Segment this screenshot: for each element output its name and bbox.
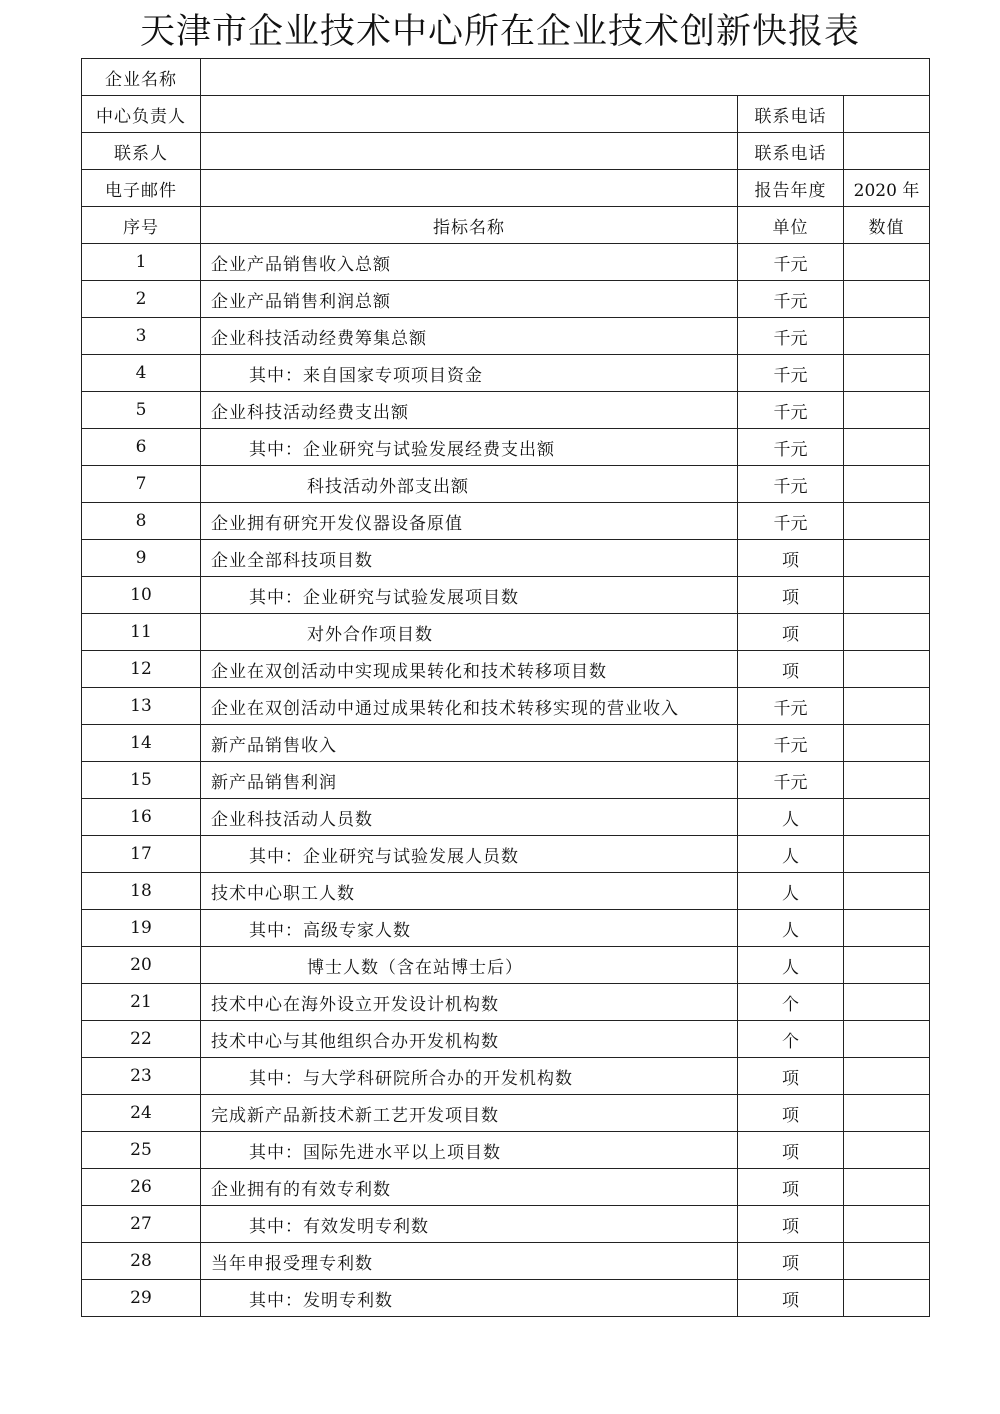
indicator-name: 博士人数（含在站博士后） <box>201 947 738 984</box>
column-header-unit: 单位 <box>738 207 844 244</box>
indicator-name: 其中：来自国家专项项目资金 <box>201 355 738 392</box>
table-row <box>82 799 930 836</box>
indicator-name: 其中：企业研究与试验发展人员数 <box>201 836 738 873</box>
indicator-name: 企业科技活动经费支出额 <box>201 392 738 429</box>
table-row <box>82 1169 930 1206</box>
phone-field-2[interactable] <box>844 133 930 170</box>
indicator-value-field[interactable] <box>844 873 930 910</box>
indicator-unit: 千元 <box>738 725 844 762</box>
column-header-row <box>82 207 930 244</box>
table-row <box>82 873 930 910</box>
report-form-table <box>81 58 930 1317</box>
indicator-name: 企业在双创活动中通过成果转化和技术转移实现的营业收入 <box>201 688 738 725</box>
table-row <box>82 1132 930 1169</box>
indicator-value-field[interactable] <box>844 1169 930 1206</box>
indicator-unit: 项 <box>738 577 844 614</box>
row-number: 3 <box>82 318 201 355</box>
row-number: 21 <box>82 984 201 1021</box>
row-number: 8 <box>82 503 201 540</box>
row-number: 5 <box>82 392 201 429</box>
table-row <box>82 1058 930 1095</box>
row-number: 13 <box>82 688 201 725</box>
indicator-unit: 项 <box>738 1132 844 1169</box>
email-field[interactable] <box>201 170 738 207</box>
indicator-unit: 项 <box>738 1095 844 1132</box>
table-row <box>82 1206 930 1243</box>
indicator-name: 其中：国际先进水平以上项目数 <box>201 1132 738 1169</box>
indicator-unit: 项 <box>738 540 844 577</box>
row-number: 2 <box>82 281 201 318</box>
column-header-seq: 序号 <box>82 207 201 244</box>
indicator-unit: 项 <box>738 1169 844 1206</box>
company-name-field[interactable] <box>201 59 930 96</box>
indicator-unit: 人 <box>738 910 844 947</box>
table-row <box>82 503 930 540</box>
contact-row <box>82 133 930 170</box>
indicator-unit: 人 <box>738 873 844 910</box>
indicator-unit: 千元 <box>738 688 844 725</box>
row-number: 26 <box>82 1169 201 1206</box>
indicator-value-field[interactable] <box>844 1095 930 1132</box>
center-head-field[interactable] <box>201 96 738 133</box>
page-title: 天津市企业技术中心所在企业技术创新快报表 <box>139 12 860 52</box>
indicator-unit: 千元 <box>738 355 844 392</box>
table-row <box>82 1021 930 1058</box>
table-row <box>82 984 930 1021</box>
indicator-name: 企业产品销售收入总额 <box>201 244 738 281</box>
indicator-value-field[interactable] <box>844 1058 930 1095</box>
table-row <box>82 429 930 466</box>
row-number: 12 <box>82 651 201 688</box>
indicator-value-field[interactable] <box>844 910 930 947</box>
indicator-unit: 千元 <box>738 762 844 799</box>
indicator-name: 技术中心职工人数 <box>201 873 738 910</box>
indicator-value-field[interactable] <box>844 725 930 762</box>
report-year-value[interactable]: 2020 年 <box>844 170 930 207</box>
row-number: 16 <box>82 799 201 836</box>
row-number: 18 <box>82 873 201 910</box>
email-label: 电子邮件 <box>82 170 201 207</box>
indicator-value-field[interactable] <box>844 947 930 984</box>
indicator-value-field[interactable] <box>844 540 930 577</box>
indicator-value-field[interactable] <box>844 429 930 466</box>
indicator-value-field[interactable] <box>844 651 930 688</box>
phone-field-1[interactable] <box>844 96 930 133</box>
table-row <box>82 614 930 651</box>
indicator-unit: 项 <box>738 1243 844 1280</box>
indicator-name: 企业科技活动经费筹集总额 <box>201 318 738 355</box>
indicator-name: 企业科技活动人员数 <box>201 799 738 836</box>
phone-label-1: 联系电话 <box>738 96 844 133</box>
table-row <box>82 725 930 762</box>
indicator-name: 其中：有效发明专利数 <box>201 1206 738 1243</box>
company-name-row <box>82 59 930 96</box>
indicator-name: 技术中心在海外设立开发设计机构数 <box>201 984 738 1021</box>
table-row <box>82 947 930 984</box>
table-row <box>82 355 930 392</box>
indicator-name: 其中：企业研究与试验发展经费支出额 <box>201 429 738 466</box>
indicator-unit: 千元 <box>738 281 844 318</box>
indicator-value-field[interactable] <box>844 1243 930 1280</box>
indicator-unit: 千元 <box>738 244 844 281</box>
indicator-name: 新产品销售收入 <box>201 725 738 762</box>
indicator-unit: 千元 <box>738 503 844 540</box>
indicator-value-field[interactable] <box>844 392 930 429</box>
indicator-name: 企业全部科技项目数 <box>201 540 738 577</box>
indicator-unit: 项 <box>738 1206 844 1243</box>
indicator-value-field[interactable] <box>844 1132 930 1169</box>
indicator-name: 新产品销售利润 <box>201 762 738 799</box>
indicator-name: 企业在双创活动中实现成果转化和技术转移项目数 <box>201 651 738 688</box>
table-row <box>82 540 930 577</box>
indicator-name: 对外合作项目数 <box>201 614 738 651</box>
table-row <box>82 1095 930 1132</box>
contact-label: 联系人 <box>82 133 201 170</box>
indicator-value-field[interactable] <box>844 762 930 799</box>
email-row <box>82 170 930 207</box>
indicator-unit: 千元 <box>738 318 844 355</box>
table-row <box>82 1243 930 1280</box>
contact-field[interactable] <box>201 133 738 170</box>
table-row <box>82 762 930 799</box>
indicator-unit: 人 <box>738 947 844 984</box>
indicator-value-field[interactable] <box>844 244 930 281</box>
indicator-value-field[interactable] <box>844 984 930 1021</box>
table-row <box>82 577 930 614</box>
row-number: 20 <box>82 947 201 984</box>
row-number: 17 <box>82 836 201 873</box>
indicator-value-field[interactable] <box>844 281 930 318</box>
row-number: 10 <box>82 577 201 614</box>
indicator-value-field[interactable] <box>844 688 930 725</box>
table-row <box>82 466 930 503</box>
company-name-label: 企业名称 <box>82 59 201 96</box>
indicator-unit: 人 <box>738 799 844 836</box>
indicator-name: 科技活动外部支出额 <box>201 466 738 503</box>
row-number: 7 <box>82 466 201 503</box>
row-number: 25 <box>82 1132 201 1169</box>
indicator-name: 其中：发明专利数 <box>201 1280 738 1317</box>
table-row <box>82 244 930 281</box>
indicator-unit: 千元 <box>738 429 844 466</box>
row-number: 9 <box>82 540 201 577</box>
table-row <box>82 392 930 429</box>
indicator-value-field[interactable] <box>844 503 930 540</box>
table-row <box>82 281 930 318</box>
indicator-unit: 个 <box>738 1021 844 1058</box>
row-number: 23 <box>82 1058 201 1095</box>
row-number: 22 <box>82 1021 201 1058</box>
row-number: 27 <box>82 1206 201 1243</box>
phone-label-2: 联系电话 <box>738 133 844 170</box>
table-row <box>82 836 930 873</box>
row-number: 28 <box>82 1243 201 1280</box>
indicator-name: 企业拥有研究开发仪器设备原值 <box>201 503 738 540</box>
row-number: 19 <box>82 910 201 947</box>
indicator-unit: 项 <box>738 1058 844 1095</box>
indicator-name: 其中：企业研究与试验发展项目数 <box>201 577 738 614</box>
column-header-value: 数值 <box>844 207 930 244</box>
center-head-row <box>82 96 930 133</box>
row-number: 24 <box>82 1095 201 1132</box>
table-row <box>82 318 930 355</box>
indicator-value-field[interactable] <box>844 318 930 355</box>
indicator-name: 企业拥有的有效专利数 <box>201 1169 738 1206</box>
indicator-unit: 千元 <box>738 392 844 429</box>
table-row <box>82 651 930 688</box>
indicator-name: 其中：高级专家人数 <box>201 910 738 947</box>
row-number: 15 <box>82 762 201 799</box>
indicator-value-field[interactable] <box>844 1280 930 1317</box>
indicator-value-field[interactable] <box>844 614 930 651</box>
row-number: 1 <box>82 244 201 281</box>
column-header-indicator: 指标名称 <box>201 207 738 244</box>
indicator-name: 完成新产品新技术新工艺开发项目数 <box>201 1095 738 1132</box>
indicator-value-field[interactable] <box>844 836 930 873</box>
indicator-unit: 人 <box>738 836 844 873</box>
indicator-unit: 项 <box>738 651 844 688</box>
indicator-value-field[interactable] <box>844 799 930 836</box>
row-number: 6 <box>82 429 201 466</box>
row-number: 29 <box>82 1280 201 1317</box>
table-row <box>82 1280 930 1317</box>
row-number: 11 <box>82 614 201 651</box>
row-number: 14 <box>82 725 201 762</box>
indicator-value-field[interactable] <box>844 577 930 614</box>
table-row <box>82 910 930 947</box>
indicator-value-field[interactable] <box>844 1206 930 1243</box>
indicator-value-field[interactable] <box>844 355 930 392</box>
report-year-label: 报告年度 <box>738 170 844 207</box>
row-number: 4 <box>82 355 201 392</box>
indicator-unit: 项 <box>738 614 844 651</box>
indicator-unit: 千元 <box>738 466 844 503</box>
indicator-name: 当年申报受理专利数 <box>201 1243 738 1280</box>
indicator-name: 技术中心与其他组织合办开发机构数 <box>201 1021 738 1058</box>
indicator-name: 企业产品销售利润总额 <box>201 281 738 318</box>
indicator-name: 其中：与大学科研院所合办的开发机构数 <box>201 1058 738 1095</box>
indicator-value-field[interactable] <box>844 466 930 503</box>
indicator-value-field[interactable] <box>844 1021 930 1058</box>
table-row <box>82 688 930 725</box>
indicator-unit: 个 <box>738 984 844 1021</box>
indicator-unit: 项 <box>738 1280 844 1317</box>
center-head-label: 中心负责人 <box>82 96 201 133</box>
